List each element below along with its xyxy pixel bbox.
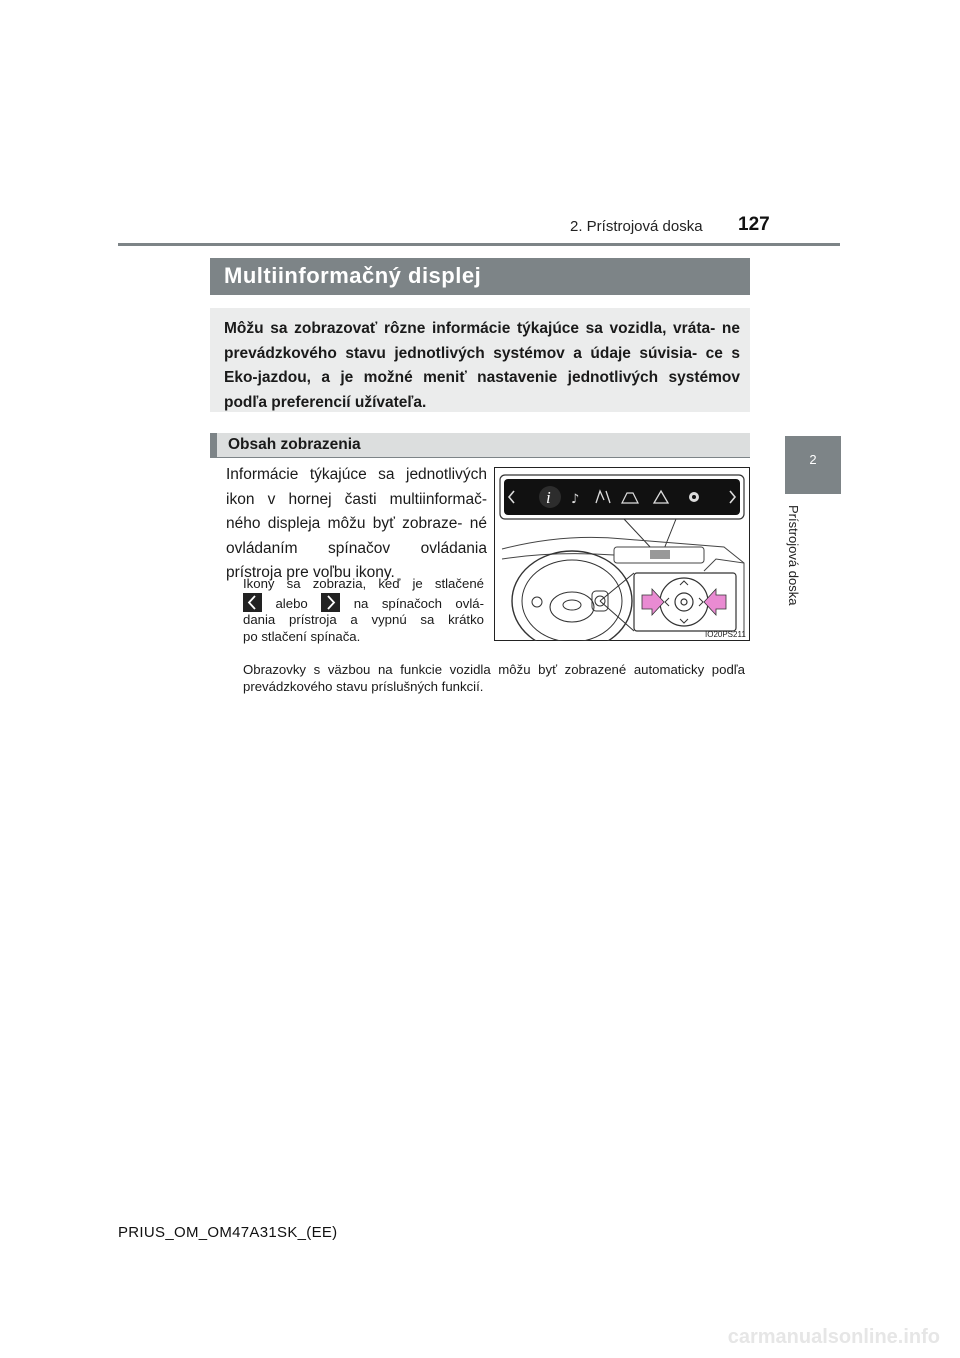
page-number: 127 <box>738 214 770 235</box>
note-line: dania prístroja a vypnú sa krátko <box>243 612 484 627</box>
intro-line: systémov podľa preferencií užívateľa. <box>224 369 740 411</box>
subsection-title: Obsah zobrazenia <box>228 436 361 453</box>
section-title-bar <box>210 258 750 295</box>
subsection-accent <box>210 433 217 458</box>
left-arrow-button-icon <box>243 593 262 612</box>
intro-line: ce s Eko-jazdou, a je možné meniť nastavenie jednotlivých <box>224 344 741 386</box>
intro-line: ne prevádzkového stavu jednotlivých systémov a údaje súvisia- <box>224 320 741 362</box>
note-line: po stlačení spínača. <box>243 628 361 644</box>
intro-line: Môžu sa zobrazovať rôzne informácie týkajúce sa vozidla, vráta- <box>224 320 716 337</box>
body-paragraph <box>226 463 487 586</box>
note-line-buttons <box>243 593 484 613</box>
note-line: podľa prevádzkového stavu príslušných funkcií. <box>243 662 745 694</box>
body-line: Informácie týkajúce sa jednotlivých <box>226 466 487 483</box>
illustration-svg <box>494 467 750 641</box>
page-title: Multiinformačný displej <box>224 263 482 288</box>
note-or-text: alebo <box>275 595 308 611</box>
chapter-side-label <box>787 505 801 625</box>
body-line: ikon v hornej časti multiinformač- <box>226 490 487 508</box>
body-line: né ovládaním spínačov ovládania <box>226 515 487 557</box>
illustration-dashboard <box>494 467 750 641</box>
header-rule <box>118 243 840 246</box>
body-line: ného displeja môžu byť zobraze- <box>226 515 463 532</box>
chapter-tab[interactable] <box>785 436 841 494</box>
note-line: Ikony sa zobrazia, keď je stlačené <box>243 576 484 591</box>
intro-box <box>210 308 750 412</box>
note-automatic-screens <box>243 662 745 695</box>
chapter-tab-number: 2 <box>809 452 817 467</box>
note-icons <box>243 576 484 645</box>
footer-document-code: PRIUS_OM_OM47A31SK_(EE) <box>118 1224 338 1241</box>
body-line: prístroja pre voľbu ikony. <box>226 564 395 581</box>
note-line2-rest: na spínačoch ovlá- <box>353 595 484 611</box>
header-chapter: 2. Prístrojová doska <box>570 218 703 235</box>
subsection-header <box>210 433 750 458</box>
chapter-side-label-text: Prístrojová doska <box>786 505 801 606</box>
watermark-text: carmanualsonline.info <box>727 1326 940 1348</box>
intro-text <box>224 317 740 415</box>
note-line: Obrazovky s väzbou na funkcie vozidla môžu byť zobrazené automaticky <box>243 662 705 677</box>
music-note-icon: ♪ <box>571 492 580 507</box>
info-icon: i <box>546 488 551 507</box>
figure-code: IO20PS211 <box>705 630 746 639</box>
right-arrow-button-icon <box>321 593 340 612</box>
